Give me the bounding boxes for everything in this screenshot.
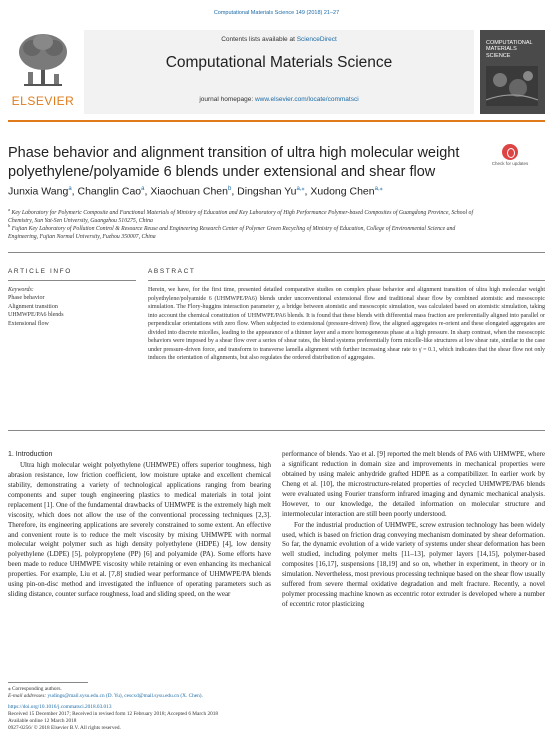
email-label: E-mail addresses:: [8, 693, 47, 700]
journal-title: Computational Materials Science: [165, 54, 393, 71]
author-name[interactable]: Changlin Cao: [77, 185, 142, 198]
body-paragraph: performance of blends. Yao et al. [9] reported the melt blends of PA6 with UHMWPE, where a significant reduction in domain size and improvements in mechanical properties were obtained by using maleic anhydride grafted HDPE as a compatibilizer. In earlier work by Cheng et al. [10], the microstructure-related properties of recycled UHMWPE/PA6 blends were evaluated using Fourier transform infrared imaging and dynamic mechanical analysis. However, to our knowledge, the detailed information on molecular structure and intermolecular interaction are still been poorly understood.: [282, 450, 545, 518]
corresponding-note: ⁎ Corresponding authors.: [8, 686, 62, 692]
introduction-heading: 1. Introduction: [8, 451, 53, 458]
author-name[interactable]: Xiaochuan Chen: [150, 185, 228, 198]
cover-title: COMPUTATIONAL MATERIALS SCIENCE: [486, 40, 533, 59]
copyright: 0927-0256/ © 2018 Elsevier B.V. All rights reserved.: [8, 725, 121, 732]
abstract-heading: ABSTRACT: [148, 268, 196, 275]
doi-link[interactable]: https://doi.org/10.1016/j.commatsci.2018.03.013: [8, 703, 112, 710]
sciencedirect-link[interactable]: ScienceDirect: [296, 36, 337, 43]
article-info-heading: ARTICLE INFO: [8, 268, 72, 275]
keyword: Phase behavior: [8, 295, 45, 302]
journal-cover[interactable]: [480, 30, 545, 114]
abstract-rule: [148, 280, 545, 281]
body-paragraph: For the industrial production of UHMWPE, screw extrusion technology has been widely used, which is based on friction drag conveying mechanism dominated by shear deformation. So far, the dynamic evolution of a wide variety of systems under shear deformation has been well studied, including polymer melts [11–13], polymer layers [14,15], polymer-based composites [16,17], suspensions [18,19] and so on, whether in experiment, in theory or in simulation. Nevertheless, most previous processing technique based on the shear flow usually suffered from severe thermal oxidative degradation and melt fracture. Recently, a novel polymer processing machine known as eccentric rotor extruder is developed where a number of eccentric rotor plasticizing: [282, 520, 545, 609]
article-info-rule: [8, 280, 136, 281]
author-name[interactable]: Junxia Wang: [8, 185, 69, 198]
check-updates-icon: [502, 144, 518, 160]
email-line: [8, 693, 408, 700]
check-updates-label: Check for updates: [491, 161, 529, 166]
keyword: Extensional flow: [8, 320, 49, 327]
body-column-right: [282, 450, 545, 611]
homepage-line: [84, 96, 474, 103]
article-title: Phase behavior and alignment transition of ultra high molecular weight polyethylene/polyamide 6 blends under extensional and shear flow: [8, 145, 460, 180]
contents-prefix: Contents lists available at: [221, 36, 297, 43]
author-affil-mark: a,⁎: [296, 186, 305, 192]
author-name[interactable]: Dingshan Yu: [237, 185, 297, 198]
footnotes: [8, 686, 408, 733]
affil-mark: a: [8, 207, 10, 212]
keyword: Alignment transition: [8, 303, 58, 310]
footnote-rule: [8, 682, 88, 683]
elsevier-logo[interactable]: [8, 30, 78, 114]
homepage-link[interactable]: www.elsevier.com/locate/commatsci: [254, 96, 359, 103]
cover-art-icon: [486, 66, 538, 106]
author-list: Junxia Wang$^a$, Changlin Cao$^a$, Xiaochuan Chen$^b$, Dingshan $Yu^{a,⁎}$, Xudong Chen$^{a,⁎}$: [8, 185, 383, 198]
keywords-block: [8, 286, 136, 328]
keywords-label: Keywords:: [8, 287, 34, 293]
author-name[interactable]: Xudong Chen: [310, 185, 375, 198]
author-affil-mark: b: [227, 186, 232, 192]
keyword: UHMWPE/PA6 blends: [8, 312, 64, 319]
journal-header: [8, 30, 545, 114]
masthead: [84, 30, 474, 114]
contents-line: [84, 36, 474, 43]
publisher-name: ELSEVIER: [11, 94, 75, 108]
email-addresses[interactable]: yudings@mail.sysu.edu.cn (D. Yu), cescxd@mail.sysu.edu.cn (X. Chen).: [47, 693, 203, 700]
available-online: Available online 12 March 2018: [8, 718, 77, 725]
affiliation-b: [8, 223, 478, 242]
author-affil-mark: a: [68, 186, 72, 192]
running-header: Computational Materials Science 149 (2018) 21–27: [213, 10, 340, 16]
affil-text: Key Laboratory for Polymeric Composite and Functional Materials of Ministry of Education and Key Laboratory of High Performance Polymer-based Composites of Guangdong Province, School of Chemistry, Sun Yat-Sen University, Guangzhou 510275, China: [8, 209, 474, 224]
elsevier-tree-icon: [16, 30, 70, 90]
section-divider: [8, 252, 545, 253]
body-paragraph: Ultra high molecular weight polyethylene (UHMWPE) offers superior toughness, high abrasion resistance, low friction coefficient, low moisture uptake and excellent chemical stability, demonstrating a variety of technological applications ranging from bearing components and super tough engineering plastics to medical materials in total joint replacement [1]. One of the fundamental drawbacks of UHMWPE is the extremely high melt viscosity, which does not allow the use of the conventional processing techniques [2,3]. Therefore, its engineering applications are severely constrained to some extent. An effective and convenient route is to reduce the melt viscosity by mixing UHMWPE with normal molecular weight polymer such as high density polyethylene (HDPE) [4], low density polyethylene (LDPE) [5], polypropylene (PP) [6] and polyamide (PA). Some efforts have been made to reduce UHMWPE viscosity while retaining or even enhancing its mechanical properties. For example, Liu et al. [7,8] studied wear performance of UHMWPE/PA blends using pin-on-disc method and investigated the influence of operating parameters such as sliding distance, counter surface roughness, load and sliding speed, on the wear: [8, 460, 271, 599]
affil-mark: b: [8, 223, 11, 228]
body-column-left: [8, 450, 271, 601]
abstract-text: Herein, we have, for the first time, presented detailed comparative studies on complex phase behavior and alignment transition of ultra high molecular weight polyethylene/polyamide 6 (UHMWPE/PA6) blends under unconventional extensional flow and traditional shear flow by combined atomistic and mesoscopic simulation. The Flory-huggins interaction parameter χ, a bridge between atomistic and mesoscopic simulation, was calculated based on atomistic simulation, taking into account the chemical constitution of UHMWPE/PA6 blends. It is found that these blends with differential mass fraction are preferentially aligned into parallel or perpendicular orientations with zero flow. When subjected to extensional (pressure-driven) flow, the aligned aggregates re-orient and these elongated aggregates are divided into discrete micelles, leading to the appearance of a thinner layer and a more homogeneous phase at a high pressure. In sharp contrast, when the mesoscopic behaviors were imposed by a shear flow over a series of shear rates, the blend systems preferentially form micelle-like structures at low shear rate, similar to the case under pressure-driven force, and transform to transverse lamella alignment with further increasing shear rate to γ̇ = 0.1, which indicates that the shear flow not only induces the orientation of alignments, but also regulates the ordered distribution of aggregates.: [148, 287, 545, 362]
body-divider: [8, 430, 545, 431]
homepage-prefix: journal homepage:: [199, 96, 255, 103]
received-dates: Received 15 December 2017; Received in revised form 12 February 2018; Accepted 6 March 2018: [8, 710, 219, 717]
affil-text: Fujian Key Laboratory of Pollution Control & Resource Reuse and Engineering Research Center of Polymer Green Recycling of Ministry of Education, College of Environmental Science and Engineering, Fujian Normal University, Fuzhou 350007, China: [8, 225, 456, 240]
author-affil-mark: a: [141, 186, 145, 192]
header-rule: [8, 120, 545, 122]
check-for-updates-button[interactable]: [489, 144, 531, 178]
author-affil-mark: a,⁎: [374, 186, 383, 192]
